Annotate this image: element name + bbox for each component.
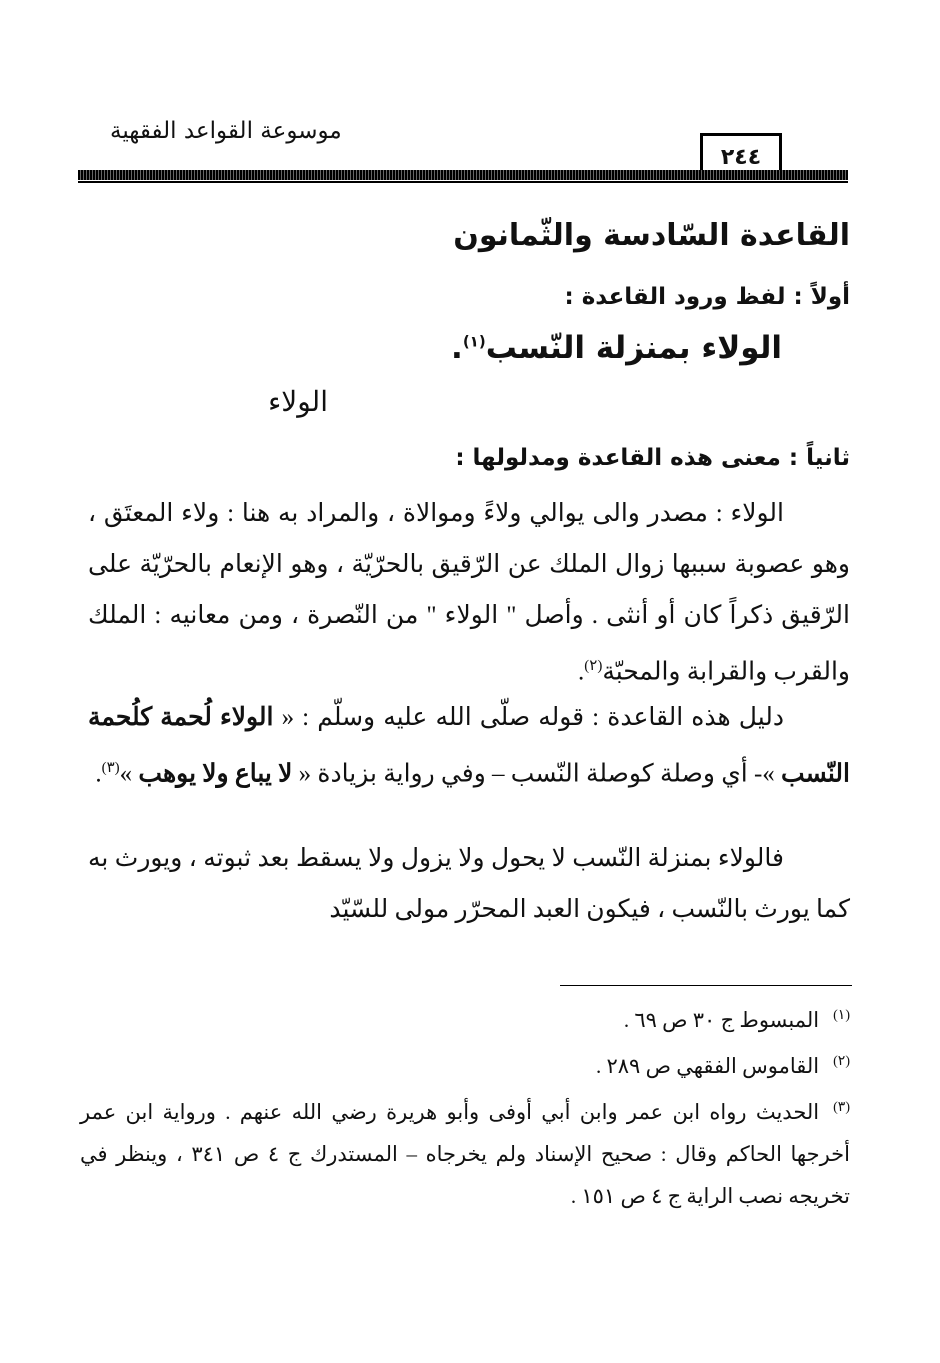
hadith-text: الولاء لُحمة كلُحمة النّسب [88,704,850,788]
subheading: الولاء [268,385,328,418]
paragraph-meaning [88,833,850,935]
footnote-ref-3: (٣) [101,760,120,776]
footnote-ref-2: (٢) [584,658,603,674]
paragraph-text: دليل هذه القاعدة : قوله صلّى الله عليه وسلّم : « [281,704,784,731]
footnote-text: الحديث رواه ابن عمر وابن أبي أوفى وأبو هريرة رضي الله عنهم . ورواية ابن عمر أخرجها الحاكم وقال : صحيح الإسناد ولم يخرجاه – المستدرك ج ٤ ص ٣٤١ ، وينظر في تخريجه نصب الراية ج ٤ ص ١٥١ . [80,1100,850,1208]
footnotes [80,995,850,1217]
section-label-first: أولاً : لفظ ورود القاعدة : [564,284,850,310]
footnote-mark: (١) [833,1008,850,1023]
paragraph-evidence [88,692,850,799]
page-number: ٢٤٤ [700,133,782,177]
rule-text-end: . [451,330,463,366]
footnote-1 [80,995,850,1041]
running-header-title: موسوعة القواعد الفقهية [110,118,342,144]
rule-heading: القاعدة السّادسة والثّمانون [453,218,850,253]
footnote-text: المبسوط ج ٣٠ ص ٦٩ . [623,1008,820,1032]
header-rule-thin [78,181,848,183]
rule-text: الولاء بمنزلة النّسب [485,330,782,366]
header-rule [78,170,848,180]
paragraph-end: . [578,658,585,686]
paragraph-end: . [95,760,102,788]
footnote-ref-1: (١) [462,332,486,351]
footnote-text: القاموس الفقهي ص ٢٨٩ . [595,1054,820,1078]
rule-statement [451,330,782,366]
quote-close: » [119,760,133,788]
hadith-addition: لا يباع ولا يوهب [138,760,293,788]
paragraph-text: الولاء : مصدر والى يوالي ولاءً وموالاة ، والمراد به هنا : ولاء المعتَق ، وهو عصوبة سببها زوال الملك عن الرّقيق بالحرّيّة ، وهو الإنعام بالحرّيّة على الرّقيق ذكراً كان أو أنثى . وأصل " الولاء " من النّصرة ، ومن معانيه : الملك والقرب والقرابة والمحبّة [88,500,850,686]
paragraph-definition [88,488,850,697]
footnote-mark: (٢) [833,1054,850,1069]
section-label-second: ثانياً : معنى هذه القاعدة ومدلولها : [455,445,850,471]
paragraph-text: »- أي وصلة كوصلة النّسب – وفي رواية بزيادة « [298,760,775,788]
footnote-mark: (٣) [833,1100,850,1115]
footnote-separator [560,985,852,986]
footnote-2 [80,1041,850,1087]
paragraph-text: فالولاء بمنزلة النّسب لا يحول ولا يزول ولا يسقط بعد ثبوته ، ويورث به كما يورث بالنّسب ، فيكون العبد المحرّر مولى للسّيّد [88,845,850,923]
footnote-3 [80,1087,850,1217]
